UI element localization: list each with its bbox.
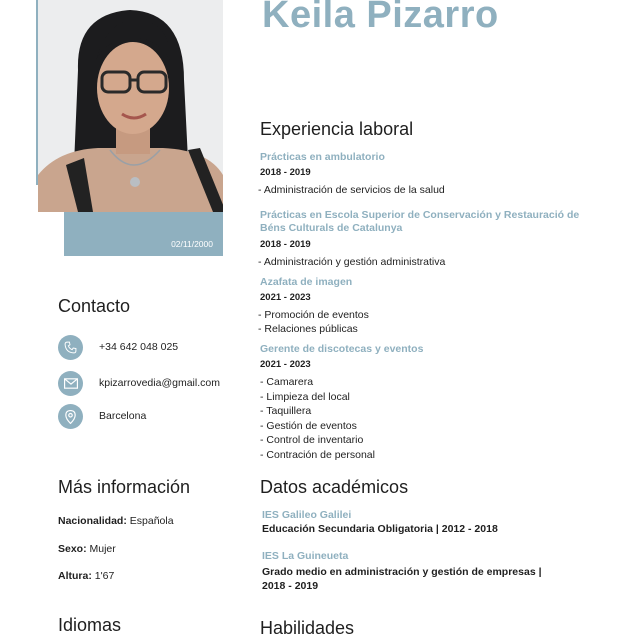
job-duty: - Promoción de eventos (258, 309, 369, 321)
job-title: Prácticas en Escola Superior de Conservación y Restauració de (260, 209, 580, 221)
contact-email (58, 371, 258, 397)
city-text: Barcelona (99, 410, 147, 422)
job-title: Gerente de discotecas y eventos (260, 343, 424, 355)
degree-text: Educación Secundaria Obligatoria | 2012 - 2018 (262, 523, 498, 535)
contact-phone (58, 335, 258, 361)
school-name: IES La Guineueta (262, 550, 349, 562)
contact-title: Contacto (58, 296, 131, 316)
job-title-line2: Béns Culturals de Catalunya (260, 222, 403, 234)
experience-title: Experiencia laboral (260, 119, 414, 139)
job-duty: - Limpieza del local (260, 391, 350, 403)
profile-photo (38, 0, 223, 212)
page-title: Keila Pizarro (262, 0, 499, 36)
languages-title: Idiomas (58, 615, 122, 635)
sex-value: Mujer (86, 543, 116, 555)
job-dates: 2021 - 2023 (260, 359, 311, 370)
school-name: IES Galileo Galilei (262, 509, 352, 521)
job-dates: 2018 - 2019 (260, 239, 311, 250)
mail-icon (58, 371, 83, 396)
job-title: Azafata de imagen (260, 276, 353, 288)
job-duty: - Contración de personal (260, 449, 375, 461)
contact-location (58, 404, 258, 430)
birth-date: 02/11/2000 (171, 239, 213, 249)
phone-icon (58, 335, 83, 360)
height-row (58, 570, 114, 582)
degree-text: Grado medio en administración y gestión de empresas | (262, 566, 542, 578)
job-dates: 2021 - 2023 (260, 292, 311, 303)
skills-title: Habilidades (260, 618, 355, 638)
job-duty: - Gestión de eventos (260, 420, 357, 432)
job-duty: - Taquillera (260, 405, 312, 417)
job-duty: - Control de inventario (260, 434, 364, 446)
height-label: Altura: (58, 570, 92, 582)
sex-label: Sexo: (58, 543, 87, 555)
phone-text[interactable]: +34 642 048 025 (99, 341, 179, 353)
email-text[interactable]: kpizarrovedia@gmail.com (99, 377, 220, 389)
degree-dates: 2018 - 2019 (262, 580, 319, 592)
job-duty: - Camarera (260, 376, 314, 388)
nationality-row (58, 515, 174, 527)
nationality-value: Española (126, 515, 174, 527)
job-title: Prácticas en ambulatorio (260, 151, 385, 163)
birth-date-band (64, 212, 223, 256)
height-value: 1'67 (91, 570, 115, 582)
more-info-title: Más información (58, 477, 191, 497)
job-duty: - Administración de servicios de la salud (258, 184, 445, 196)
job-dates: 2018 - 2019 (260, 167, 311, 178)
job-duty: - Administración y gestión administrativa (258, 256, 446, 268)
nationality-label: Nacionalidad: (58, 515, 127, 527)
location-pin-icon (58, 404, 83, 429)
education-title: Datos académicos (260, 477, 409, 497)
job-duty: - Relaciones públicas (258, 323, 358, 335)
sex-row (58, 543, 116, 555)
